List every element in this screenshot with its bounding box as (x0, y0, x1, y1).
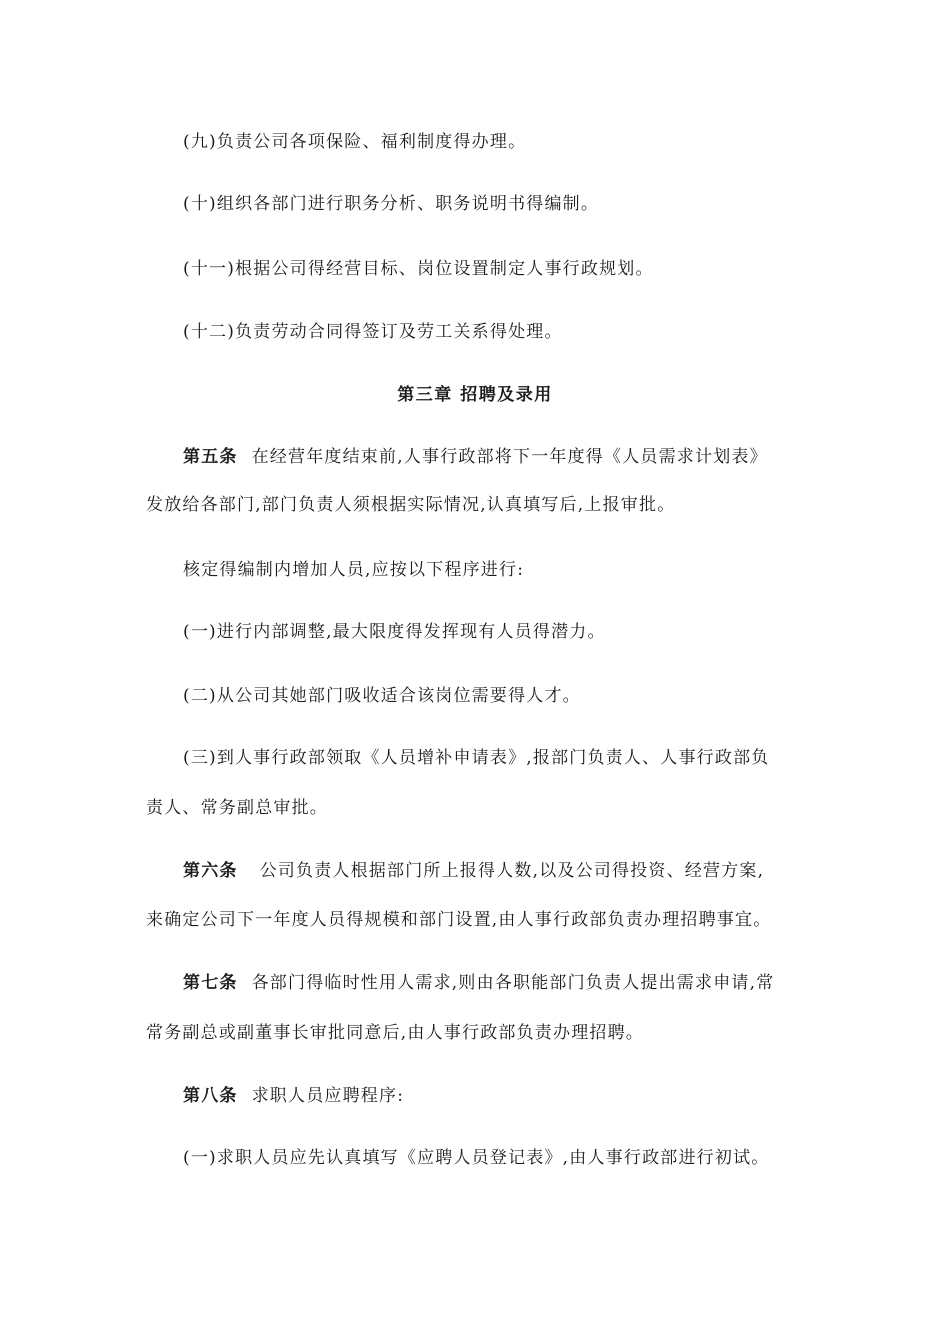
article-5-line-1 (183, 442, 768, 467)
article-label: 第八条 (183, 1086, 238, 1106)
list-item-line-2: 责人、常务副总审批。 (146, 798, 328, 818)
article-text: 在经营年度结束前,人事行政部将下一年度得《人员需求计划表》 (251, 447, 768, 467)
article-6-line-2: 来确定公司下一年度人员得规模和部门设置,由人事行政部负责办理招聘事宜。 (146, 910, 772, 930)
article-6-line-1 (183, 856, 764, 881)
list-item: (二)从公司其她部门吸收适合该岗位需要得人才。 (183, 686, 581, 706)
list-item: (一)进行内部调整,最大限度得发挥现有人员得潜力。 (183, 622, 606, 642)
list-item: (十)组织各部门进行职务分析、职务说明书得编制。 (183, 194, 600, 214)
article-text: 各部门得临时性用人需求,则由各职能部门负责人提出需求申请,常 (251, 973, 775, 993)
article-label: 第七条 (183, 973, 238, 993)
list-item-line-1: (三)到人事行政部领取《人员增补申请表》,报部门负责人、人事行政部负 (183, 748, 770, 768)
article-label: 第六条 (183, 861, 238, 881)
article-text: 求职人员应聘程序: (251, 1086, 405, 1106)
article-text: 公司负责人根据部门所上报得人数,以及公司得投资、经营方案, (259, 861, 765, 881)
list-item: (一)求职人员应先认真填写《应聘人员登记表》,由人事行政部进行初试。 (183, 1148, 770, 1168)
procedure-intro: 核定得编制内增加人员,应按以下程序进行: (183, 560, 525, 580)
article-7-line-1 (183, 968, 774, 993)
article-7-line-2: 常务副总或副董事长审批同意后,由人事行政部负责办理招聘。 (146, 1023, 645, 1043)
list-item: (九)负责公司各项保险、福利制度得办理。 (183, 132, 527, 152)
list-item: (十一)根据公司得经营目标、岗位设置制定人事行政规划。 (183, 259, 654, 279)
chapter-title: 第三章 招聘及录用 (397, 385, 553, 405)
article-8-line-1 (183, 1081, 404, 1106)
article-label: 第五条 (183, 447, 238, 467)
article-5-line-2: 发放给各部门,部门负责人须根据实际情况,认真填写后,上报审批。 (146, 495, 676, 515)
list-item: (十二)负责劳动合同得签订及劳工关系得处理。 (183, 322, 563, 342)
